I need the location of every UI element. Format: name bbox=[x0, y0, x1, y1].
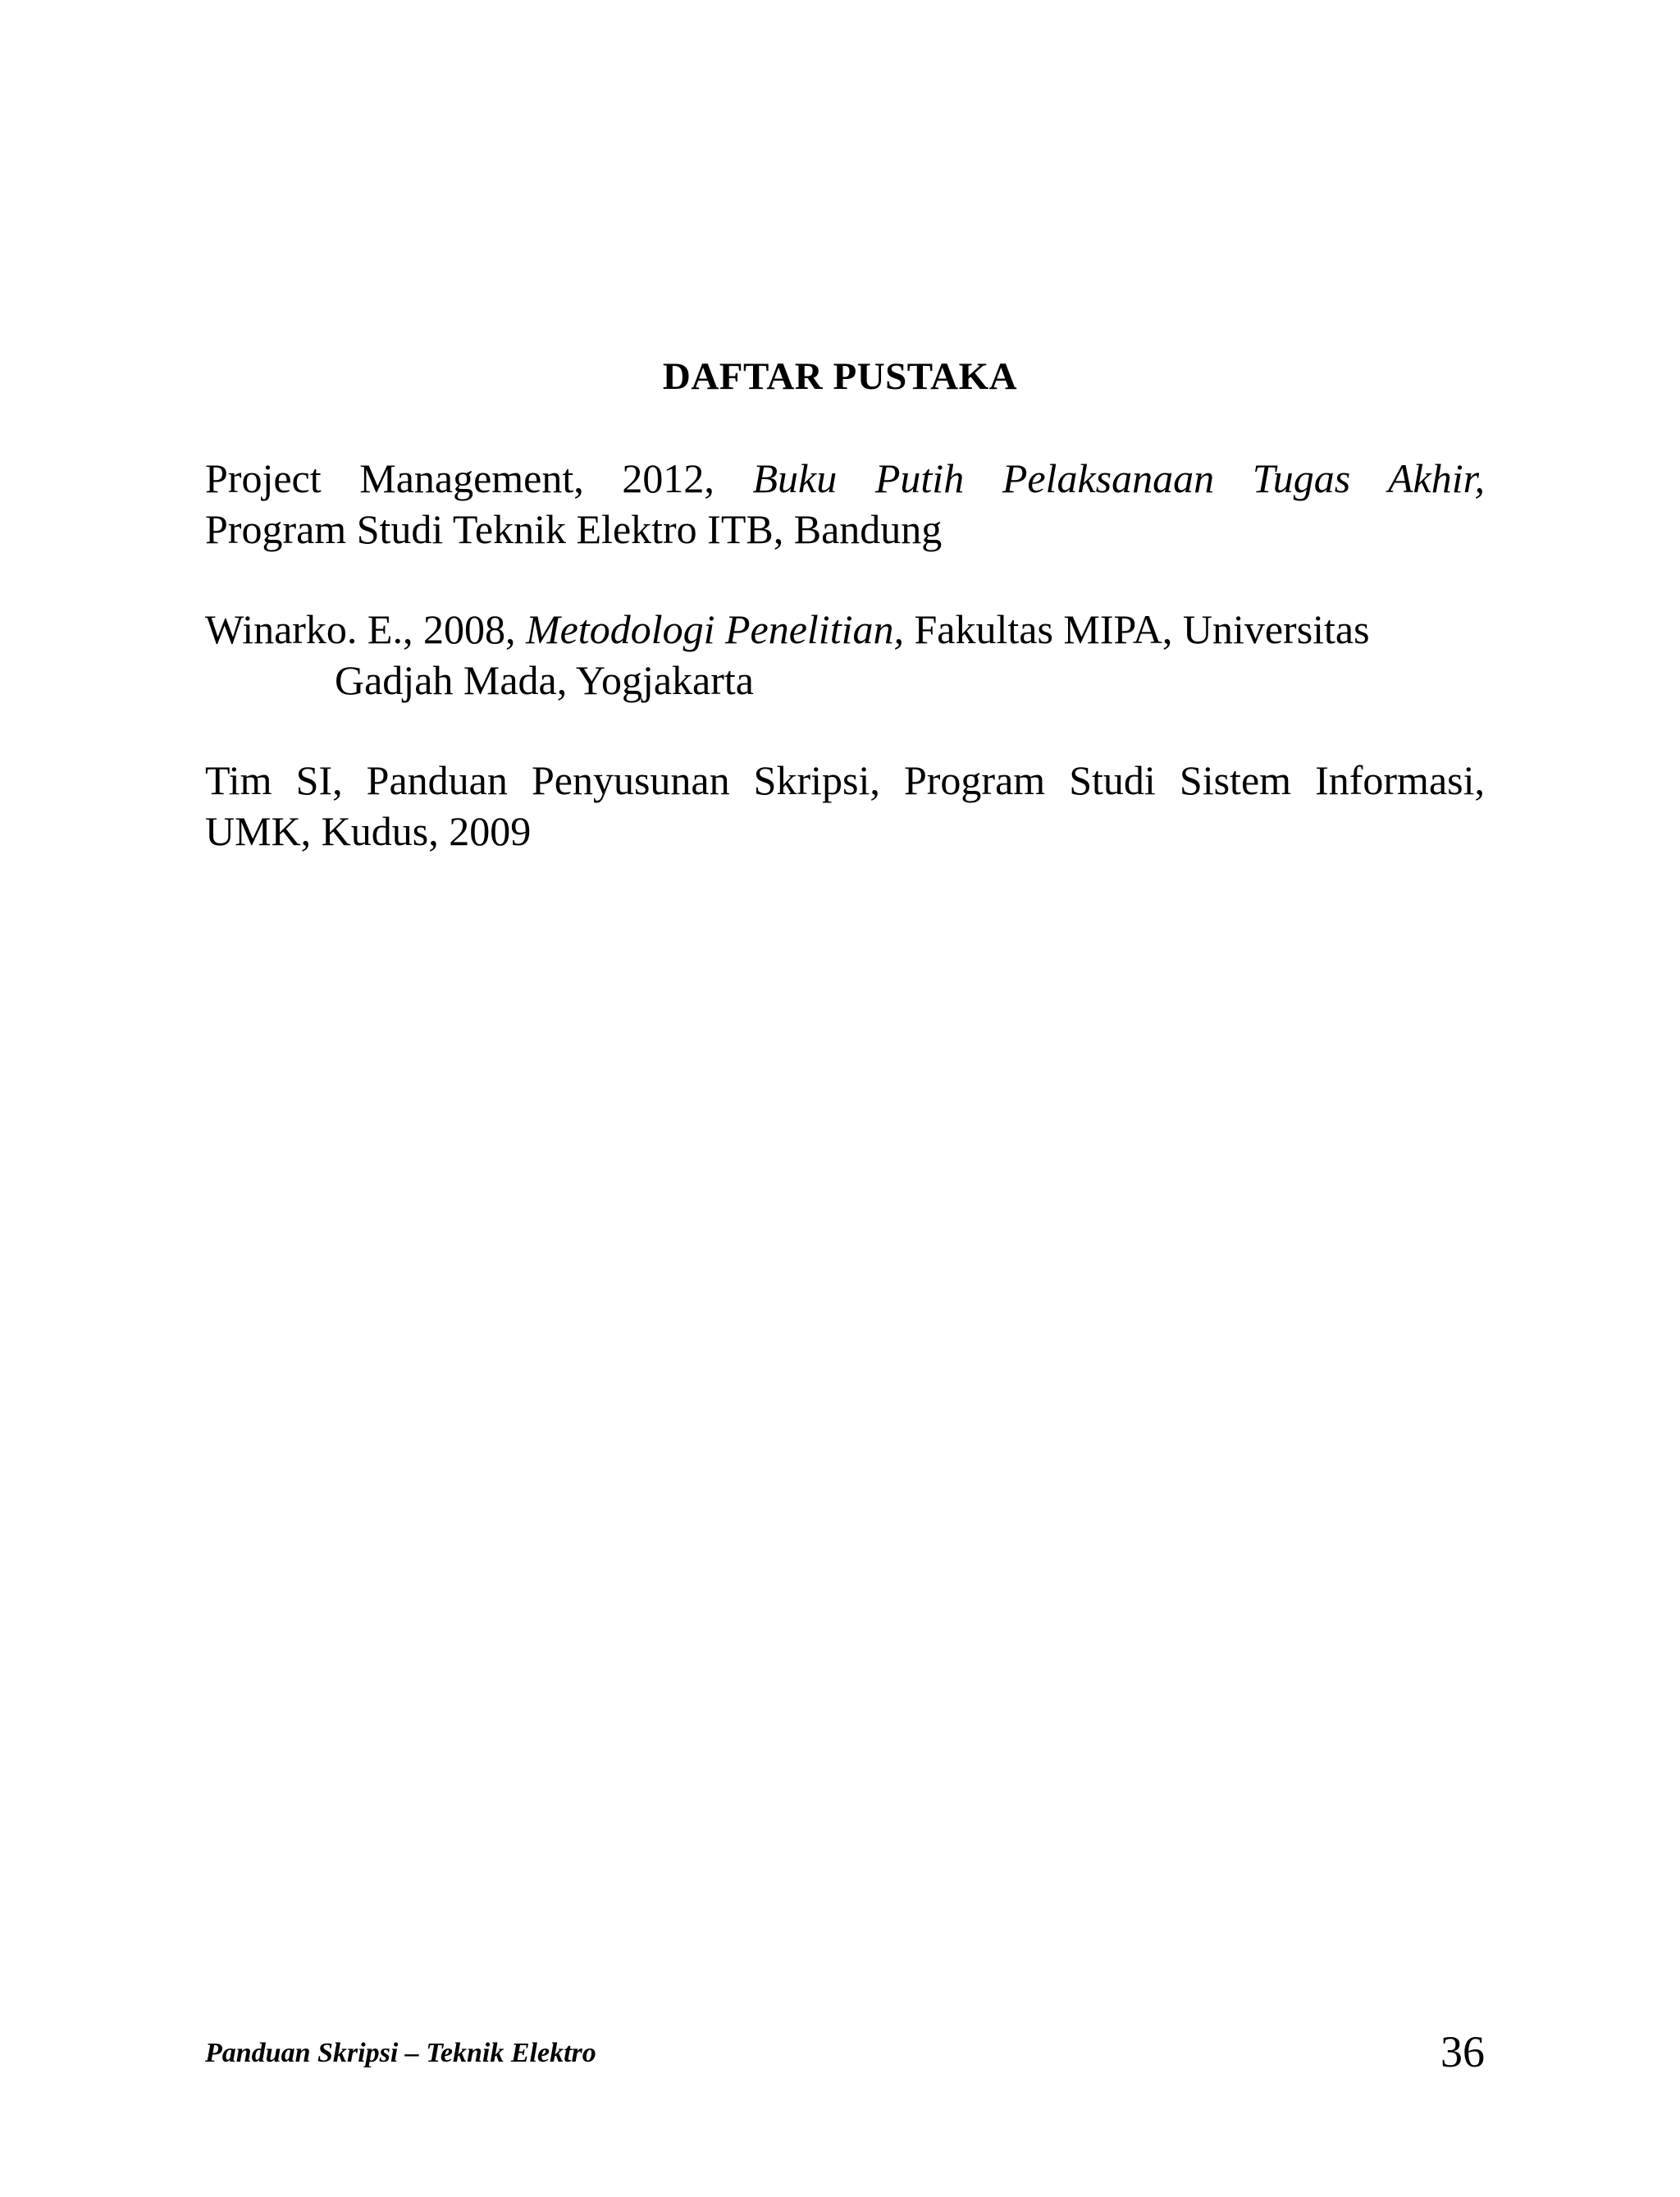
reference-2-line-2: Gadjah Mada, Yogjakarta bbox=[335, 657, 754, 703]
reference-3-line-2: UMK, Kudus, 2009 bbox=[205, 808, 532, 854]
reference-1-line-2: Program Studi Teknik Elektro ITB, Bandung bbox=[205, 506, 943, 552]
footer-page-number: 36 bbox=[1440, 2027, 1485, 2076]
reference-3-line-1: Tim SI, Panduan Penyusunan Skripsi, Program Studi Sistem Informasi, bbox=[205, 757, 1485, 803]
page-title: DAFTAR PUSTAKA bbox=[662, 355, 1018, 398]
reference-item-2 bbox=[205, 604, 1485, 706]
footer-document-name: Panduan Skripsi – Teknik Elektro bbox=[205, 2038, 596, 2068]
reference-item-3 bbox=[205, 755, 1485, 856]
reference-1-line-1: Project Management, 2012, Buku Putih Pelaksanaan Tugas Akhir, bbox=[205, 455, 1485, 501]
reference-item-1 bbox=[205, 453, 1485, 555]
reference-2-title: Metodologi Penelitian, bbox=[525, 606, 904, 652]
reference-1-title: Buku Putih Pelaksanaan Tugas Akhir, bbox=[752, 455, 1485, 501]
reference-list bbox=[205, 453, 1485, 906]
reference-2-line-1: Winarko. E., 2008, Metodologi Penelitian, Fakultas MIPA, Universitas bbox=[205, 606, 1370, 652]
